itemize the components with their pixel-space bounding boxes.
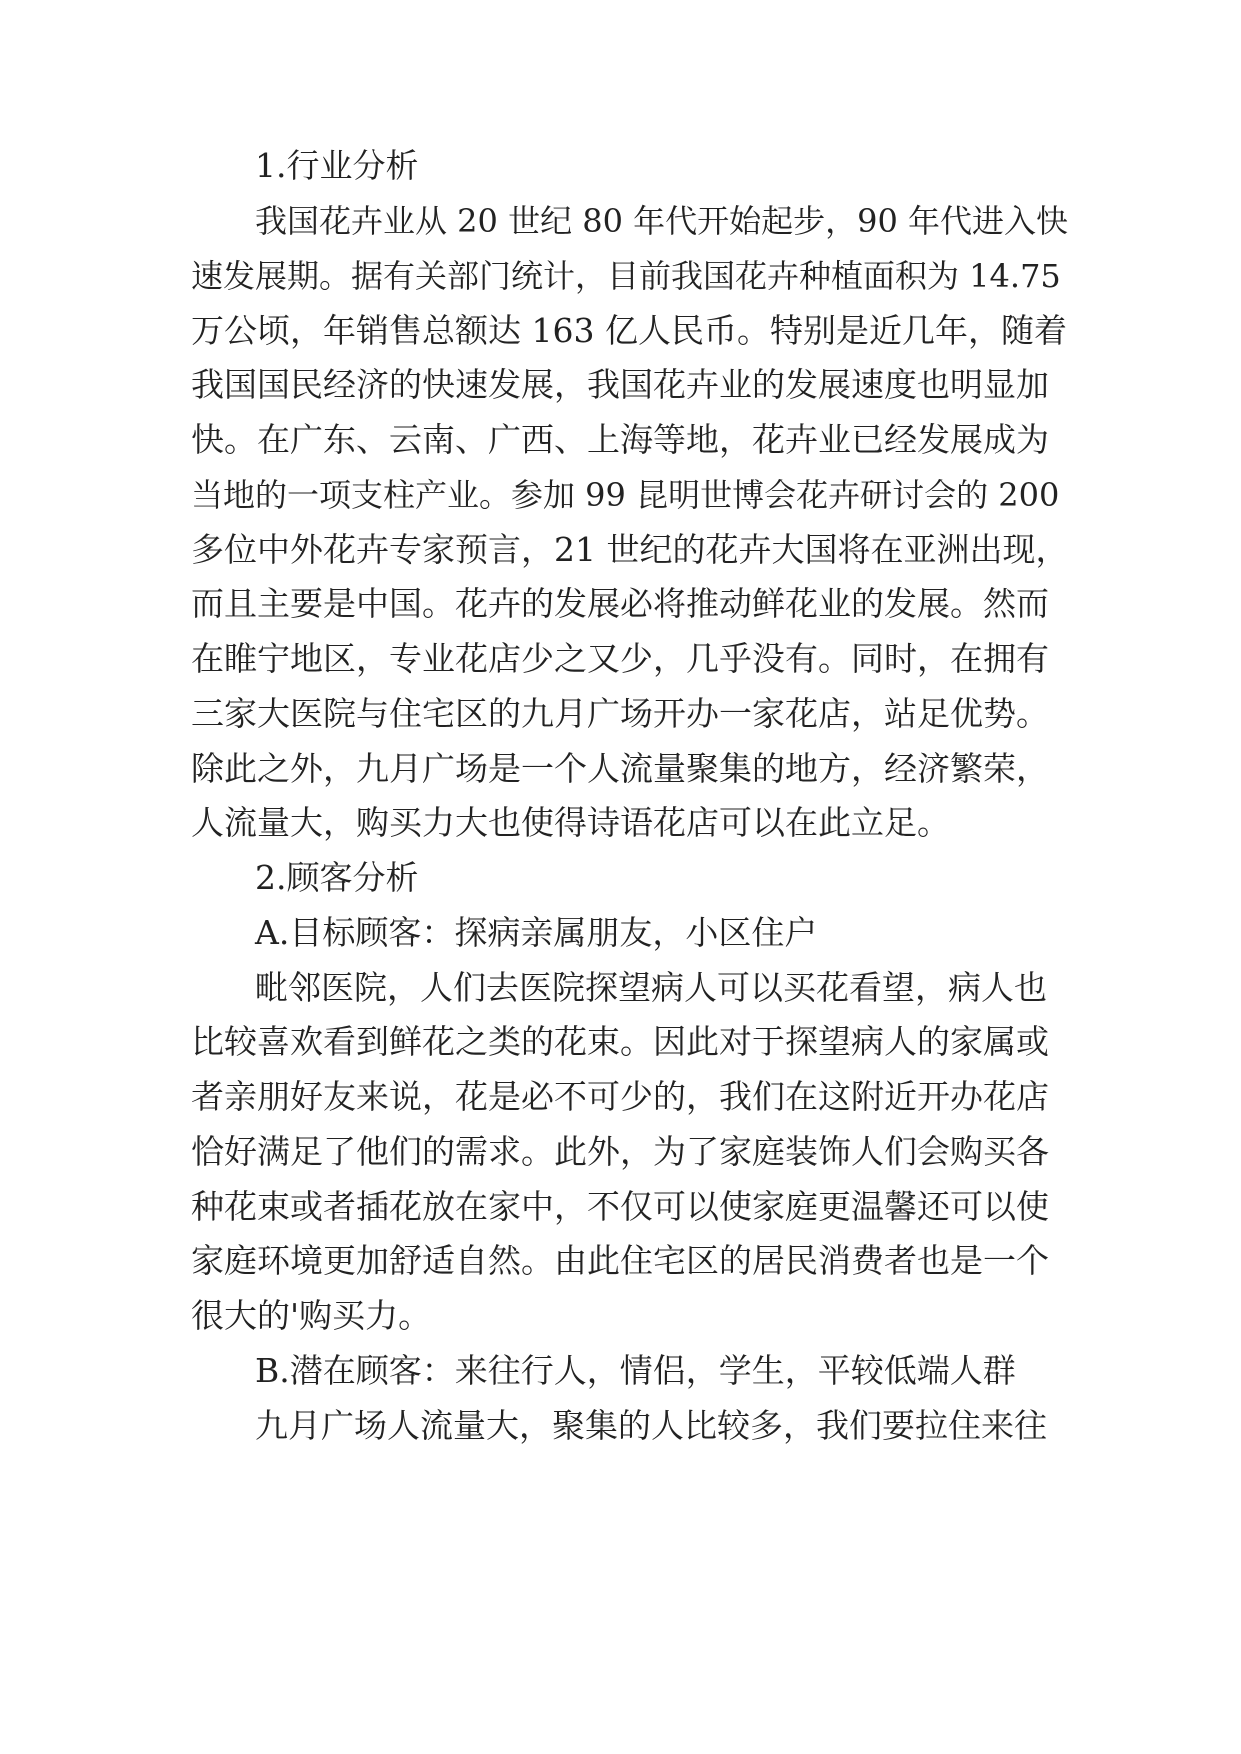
paragraph-line: 万公顷，年销售总额达 163 亿人民币。特别是近几年，随着 bbox=[191, 311, 1067, 350]
paragraph-line: 人流量大，购买力大也使得诗语花店可以在此立足。 bbox=[191, 803, 950, 842]
paragraph-line: 九月广场人流量大，聚集的人比较多，我们要拉住来往 bbox=[255, 1406, 1047, 1445]
section-heading-customer-analysis: 2.顾客分析 bbox=[255, 858, 419, 897]
subheading-potential-customers: B.潜在顾客：来往行人，情侣，学生，平较低端人群 bbox=[255, 1351, 1016, 1390]
paragraph-line: 我国花卉业从 20 世纪 80 年代开始起步，90 年代进入快 bbox=[255, 202, 1069, 240]
paragraph-line: 当地的一项支柱产业。参加 99 昆明世博会花卉研讨会的 200 bbox=[191, 476, 1060, 514]
paragraph-line: 而且主要是中国。花卉的发展必将推动鲜花业的发展。然而 bbox=[191, 584, 1049, 623]
paragraph-line: 三家大医院与住宅区的九月广场开办一家花店，站足优势。 bbox=[191, 694, 1049, 733]
paragraph-line: 比较喜欢看到鲜花之类的花束。因此对于探望病人的家属或 bbox=[191, 1022, 1049, 1061]
paragraph-line: 家庭环境更加舒适自然。由此住宅区的居民消费者也是一个 bbox=[191, 1241, 1049, 1280]
paragraph-line: 种花束或者插花放在家中，不仅可以使家庭更温馨还可以使 bbox=[191, 1187, 1049, 1226]
paragraph-line: 者亲朋好友来说，花是必不可少的，我们在这附近开办花店 bbox=[191, 1077, 1049, 1116]
paragraph-line: 很大的'购买力。 bbox=[191, 1296, 432, 1335]
section-heading-industry-analysis: 1.行业分析 bbox=[255, 146, 419, 185]
paragraph-line: 速发展期。据有关部门统计，目前我国花卉种植面积为 14.75 bbox=[191, 257, 1061, 295]
subheading-target-customers: A.目标顾客：探病亲属朋友，小区住户 bbox=[255, 913, 818, 952]
paragraph-line: 除此之外，九月广场是一个人流量聚集的地方，经济繁荣， bbox=[191, 749, 1049, 788]
paragraph-line: 多位中外花卉专家预言，21 世纪的花卉大国将在亚洲出现， bbox=[191, 530, 1069, 569]
paragraph-line: 在睢宁地区，专业花店少之又少，几乎没有。同时，在拥有 bbox=[191, 639, 1049, 678]
paragraph-line: 恰好满足了他们的需求。此外，为了家庭装饰人们会购买各 bbox=[191, 1132, 1049, 1171]
paragraph-line: 毗邻医院，人们去医院探望病人可以买花看望，病人也 bbox=[255, 968, 1047, 1007]
paragraph-line: 我国国民经济的快速发展，我国花卉业的发展速度也明显加 bbox=[191, 365, 1049, 404]
paragraph-line: 快。在广东、云南、广西、上海等地，花卉业已经发展成为 bbox=[191, 420, 1049, 459]
